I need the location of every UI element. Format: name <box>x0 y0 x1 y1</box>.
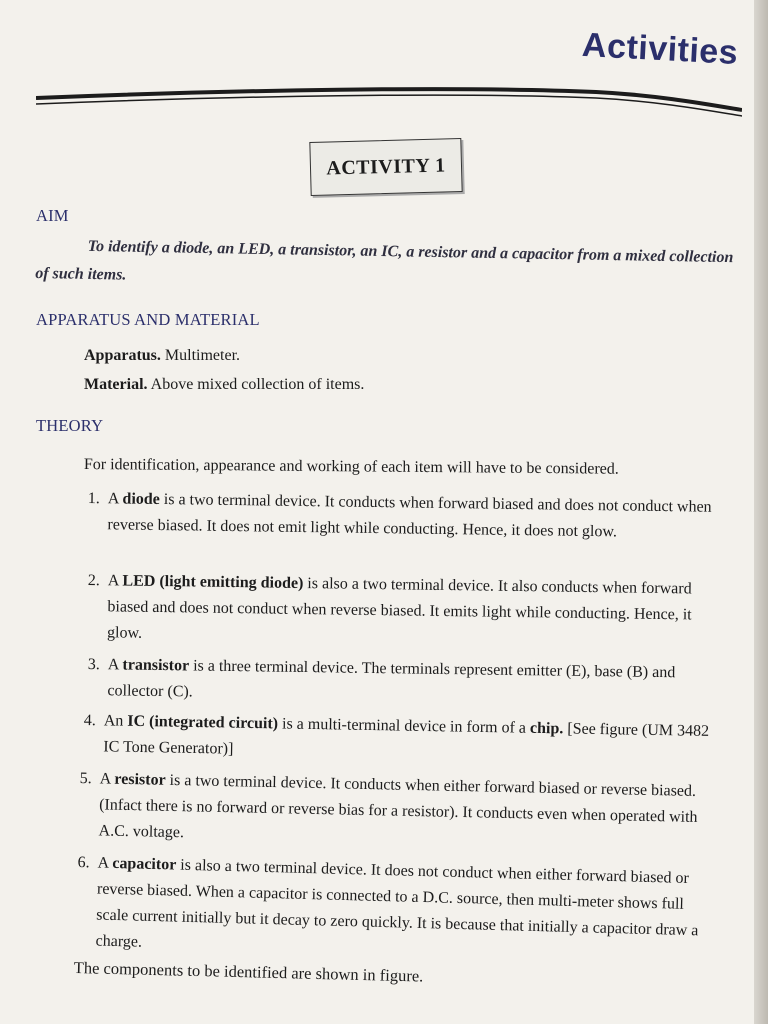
apparatus-value: Multimeter. <box>160 347 241 364</box>
item-text: is also a two terminal device. It also conducts when forward biased and does not conduct when reverse biased. It emits light while conducting. Hence, it glow. <box>106 575 692 642</box>
material-label: Material. <box>84 376 148 393</box>
item-prefix: A <box>99 770 115 788</box>
material-line <box>84 376 364 394</box>
item-text-tail: [See figure (UM 3482 IC Tone Generator)] <box>103 720 710 758</box>
item-term: IC (integrated circuit) <box>127 712 279 733</box>
item-term: transistor <box>122 656 190 675</box>
page-edge <box>754 0 768 1024</box>
header-rule <box>36 80 742 120</box>
item-prefix: A <box>97 854 113 872</box>
closing-text: The components to be identified are shown in figure. <box>73 958 424 986</box>
list-item <box>87 486 728 547</box>
theory-intro: For identification, appearance and working of each item will have to be considered. <box>83 456 619 478</box>
apparatus-label: Apparatus. <box>84 347 161 364</box>
list-number: 6. <box>77 853 90 872</box>
activity-title-box: ACTIVITY 1 <box>309 138 462 196</box>
list-item <box>83 708 724 771</box>
item-term: capacitor <box>112 854 177 874</box>
item-prefix: A <box>107 656 123 674</box>
item-text: is a two terminal device. It conducts when forward biased and does not conduct when reverse biased. It does not emit light while conducting. Hence, it does not glow. <box>107 491 712 541</box>
list-item <box>87 568 728 655</box>
item-text: is a three terminal device. The terminals represent emitter (E), base (B) and collector (C). <box>107 657 676 701</box>
list-item <box>87 652 728 713</box>
aim-heading: AIM <box>36 206 69 225</box>
item-text: is a two terminal device. It conducts when either forward biased or reverse biased. (Infact there is no forward or reverse bias for a resistor). It conducts even when operated with A.C. voltage. <box>98 771 698 842</box>
item-prefix: A <box>107 490 123 508</box>
item-term: LED (light emitting diode) <box>122 572 304 593</box>
item-prefix: An <box>103 712 128 730</box>
apparatus-heading: APPARATUS AND MATERIAL <box>36 310 260 329</box>
item-prefix: A <box>107 572 123 590</box>
list-number: 1. <box>87 489 100 508</box>
list-number: 4. <box>83 711 96 730</box>
item-term: resistor <box>114 770 166 789</box>
list-item <box>75 850 718 971</box>
list-item <box>78 766 719 857</box>
list-number: 3. <box>87 655 100 674</box>
item-term: diode <box>122 490 160 509</box>
item-text: is a multi-terminal device in form of a <box>277 715 531 737</box>
theory-heading: THEORY <box>36 416 104 435</box>
aim-text: To identify a diode, an LED, a transistor, an IC, a resistor and a capacitor from a mixed collection of such items. <box>35 237 734 284</box>
chapter-header: Activities <box>580 25 739 73</box>
item-text: is also a two terminal device. It does not conduct when either forward biased or reverse biased. When a capacitor is connected to a D.C. source, then multi-meter shows full scale current initially but it decay to zero quickly. It is because that initially a capacitor draw a charge. <box>95 856 699 951</box>
item-term-chip: chip. <box>529 719 564 738</box>
apparatus-line <box>84 347 240 365</box>
list-number: 2. <box>87 571 100 590</box>
list-number: 5. <box>79 769 92 788</box>
material-value: Above mixed collection of items. <box>147 376 365 393</box>
